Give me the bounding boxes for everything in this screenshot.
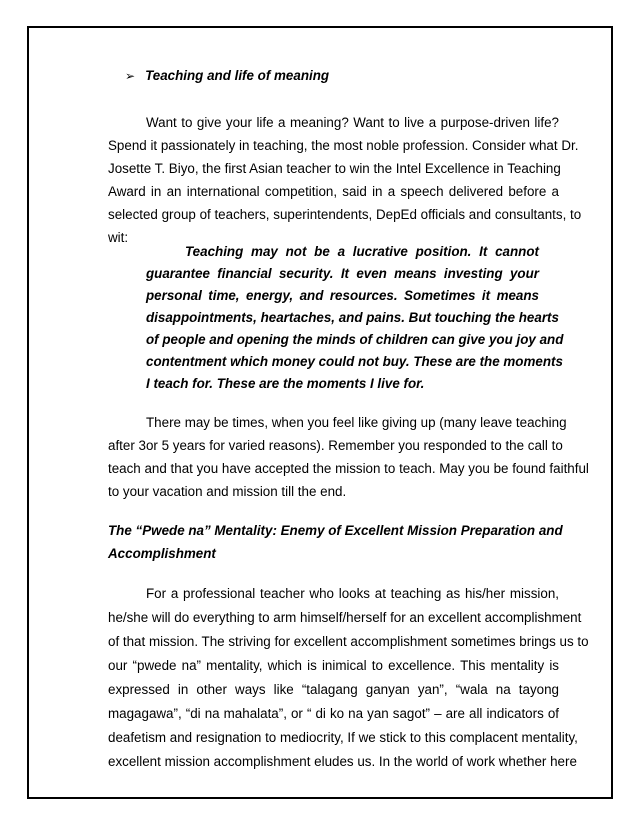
para2-line: after 3or 5 years for varied reasons). Remember you responded to the call to bbox=[108, 438, 563, 453]
para3-line: For a professional teacher who looks at teaching as his/her mission, bbox=[146, 586, 559, 601]
quote-line: guarantee financial security. It even means investing your bbox=[146, 266, 539, 281]
quote-line: I teach for. These are the moments I live for. bbox=[146, 376, 425, 391]
para3-line: he/she will do everything to arm himself/herself for an excellent accomplishment bbox=[108, 610, 582, 625]
para2-line: There may be times, when you feel like giving up (many leave teaching bbox=[146, 415, 567, 430]
para3-line: expressed in other ways like “talagang ganyan yan”, “wala na tayong bbox=[108, 682, 559, 697]
para3-line: magagawa”, “di na mahalata”, or “ di ko na yan sagot” – are all indicators of bbox=[108, 706, 559, 721]
quote-line: Teaching may not be a lucrative position. It cannot bbox=[185, 244, 539, 259]
para1-line: Josette T. Biyo, the first Asian teacher to win the Intel Excellence in Teaching bbox=[108, 161, 561, 176]
para2-line: to your vacation and mission till the end. bbox=[108, 484, 347, 499]
section-heading-teaching bbox=[125, 68, 329, 83]
quote-line: disappointments, heartaches, and pains. But touching the hearts bbox=[146, 310, 559, 325]
para1-line: wit: bbox=[108, 230, 129, 245]
para1-line: Want to give your life a meaning? Want to live a purpose-driven life? bbox=[146, 115, 559, 130]
para3-line: of that mission. The striving for excellent accomplishment sometimes brings us to bbox=[108, 634, 589, 649]
quote-line: of people and opening the minds of children can give you joy and bbox=[146, 332, 564, 347]
section-heading-pwede-na: The “Pwede na” Mentality: Enemy of Excellent Mission Preparation and bbox=[108, 523, 563, 538]
para1-line: Award in an international competition, said in a speech delivered before a bbox=[108, 184, 559, 199]
para3-line: deafetism and resignation to mediocrity, If we stick to this complacent mentality, bbox=[108, 730, 578, 745]
para2-line: teach and that you have accepted the mission to teach. May you be found faithful bbox=[108, 461, 589, 476]
bullet-arrow-icon: ➢ bbox=[125, 69, 136, 83]
quote-line: personal time, energy, and resources. Sometimes it means bbox=[146, 288, 539, 303]
para3-line: our “pwede na” mentality, which is inimical to excellence. This mentality is bbox=[108, 658, 559, 673]
section-heading-pwede-na-cont: Accomplishment bbox=[108, 546, 216, 561]
heading-text: Teaching and life of meaning bbox=[145, 68, 330, 83]
quote-line: contentment which money could not buy. These are the moments bbox=[146, 354, 563, 369]
para1-line: selected group of teachers, superintendents, DepEd officials and consultants, to bbox=[108, 207, 582, 222]
para1-line: Spend it passionately in teaching, the most noble profession. Consider what Dr. bbox=[108, 138, 579, 153]
para3-line: excellent mission accomplishment eludes us. In the world of work whether here bbox=[108, 754, 577, 769]
